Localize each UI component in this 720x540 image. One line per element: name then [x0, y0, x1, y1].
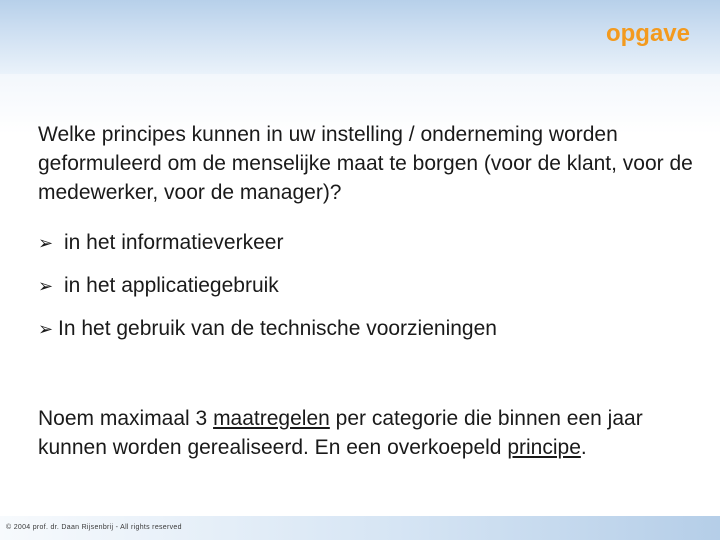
maatregelen-link[interactable]: maatregelen: [213, 407, 330, 430]
arrow-bullet-icon: ➢: [38, 233, 54, 253]
bullet-list: [38, 228, 698, 344]
bullet-item: [38, 271, 698, 301]
question-text: Welke principes kunnen in uw instelling / onderneming worden geformuleerd om de menselijke maat te borgen (voor de klant, voor de medewerker, voor de manager)?: [38, 123, 693, 204]
instruction-part: per categorie die binnen een jaar kunnen worden gerealiseerd. En een overkoepeld: [38, 407, 643, 459]
instruction-part: .: [580, 436, 587, 459]
instruction-part: Noem maximaal 3: [38, 407, 214, 430]
slide-title: opgave: [605, 20, 690, 47]
bullet-text: in het informatieverkeer: [64, 231, 284, 254]
instruction-text: [38, 404, 698, 462]
bullet-text: in het applicatiegebruik: [64, 274, 279, 297]
principe-link[interactable]: principe: [507, 436, 581, 459]
bullet-text: In het gebruik van de technische voorzieningen: [58, 317, 497, 340]
arrow-bullet-icon: ➢: [38, 319, 54, 339]
bullet-item: [38, 314, 698, 344]
arrow-bullet-icon: ➢: [38, 276, 54, 296]
slide-content: [38, 120, 698, 462]
bullet-item: [38, 228, 698, 258]
copyright-text: © 2004 prof. dr. Daan Rijsenbrij - All rights reserved: [6, 524, 182, 531]
